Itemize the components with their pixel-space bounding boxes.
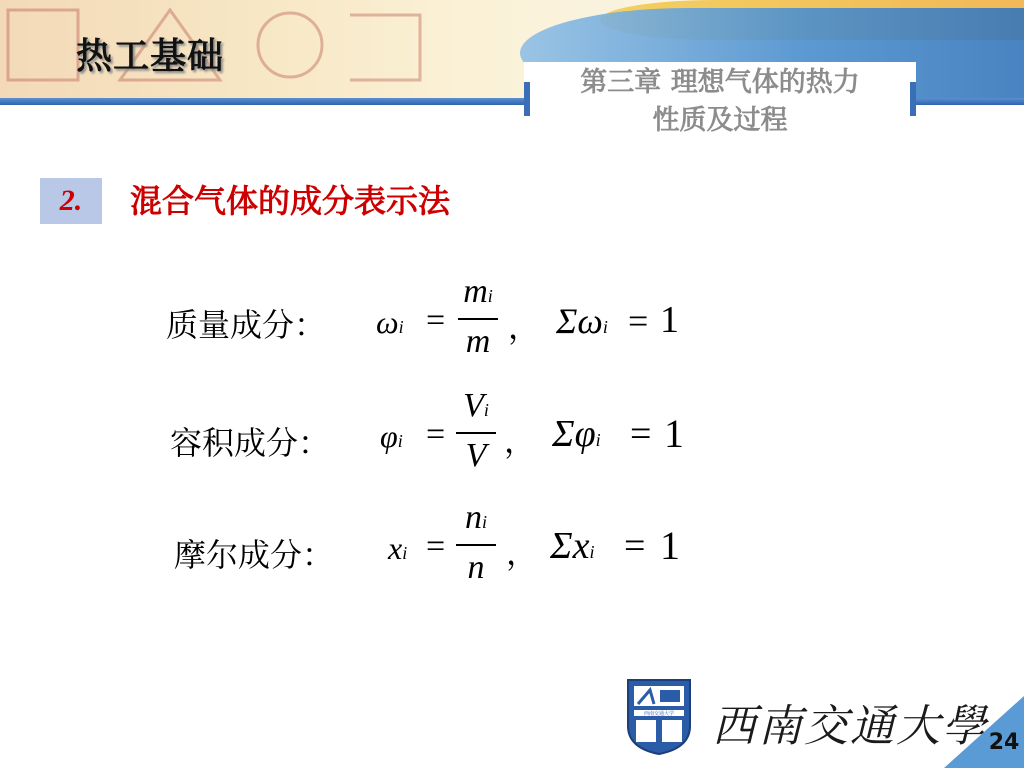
fraction-mass <box>458 272 498 362</box>
svg-text:西南交通大学: 西南交通大学 <box>643 711 675 717</box>
formula-label-volume: 容积成分： <box>170 424 331 462</box>
formula-sum-rhs: 1 <box>664 411 684 456</box>
fraction-numerator: Vi <box>463 387 489 424</box>
fraction-denominator: V <box>465 437 487 474</box>
fraction-numerator: mi <box>463 273 493 310</box>
chapter-title-line1: 第三章 理想气体的热力 <box>580 67 860 98</box>
fraction-denominator: m <box>465 323 491 360</box>
symbol-sub: i <box>398 317 404 337</box>
formula-label-molar: 摩尔成分： <box>174 536 335 574</box>
university-logo <box>624 676 694 756</box>
fraction-numerator: ni <box>464 499 487 536</box>
fraction-bar <box>458 318 498 320</box>
banner-decoration <box>0 0 460 95</box>
formula-sum-equals: = <box>628 301 649 341</box>
page-number: 24 <box>988 730 1020 755</box>
formula-sum-molar: Σxi <box>550 525 595 567</box>
formula-equals-mass: = <box>426 302 446 339</box>
fraction-bar <box>456 544 496 546</box>
formula-separator: ， <box>506 535 539 571</box>
formula-sum-rhs: 1 <box>660 299 679 341</box>
section-title: 混合气体的成分表示法 <box>130 182 451 220</box>
formula-sum-equals: = <box>624 525 646 567</box>
fraction-bar <box>456 432 496 434</box>
formula-symbol-volume: φi <box>380 418 403 454</box>
formula-sum-volume: Σφi <box>552 413 601 455</box>
formula-separator: ， <box>504 423 537 459</box>
chapter-title-line2: 性质及过程 <box>652 105 788 136</box>
formula-symbol-molar: xi <box>388 530 408 566</box>
formula-sum-equals: = <box>630 413 652 455</box>
fraction-molar <box>456 498 496 588</box>
formula-symbol-mass <box>376 304 404 341</box>
formula-sum-rhs: 1 <box>660 523 680 568</box>
chapter-title <box>530 64 910 140</box>
formula-sum-mass: Σωi <box>556 301 608 341</box>
formula-label-mass: 质量成分： <box>166 306 327 344</box>
chapter-bracket-right <box>910 82 916 116</box>
university-name: 西南交通大學 <box>712 701 988 752</box>
course-title: 热工基础 <box>76 36 225 77</box>
section-number: 2. <box>59 184 83 217</box>
formula-separator: ， <box>508 309 541 345</box>
formula-equals-volume: = <box>426 416 446 453</box>
fraction-denominator: n <box>467 549 485 586</box>
formula-equals-molar: = <box>426 528 446 565</box>
fraction-volume <box>456 386 496 476</box>
symbol-omega: ω <box>376 304 399 340</box>
